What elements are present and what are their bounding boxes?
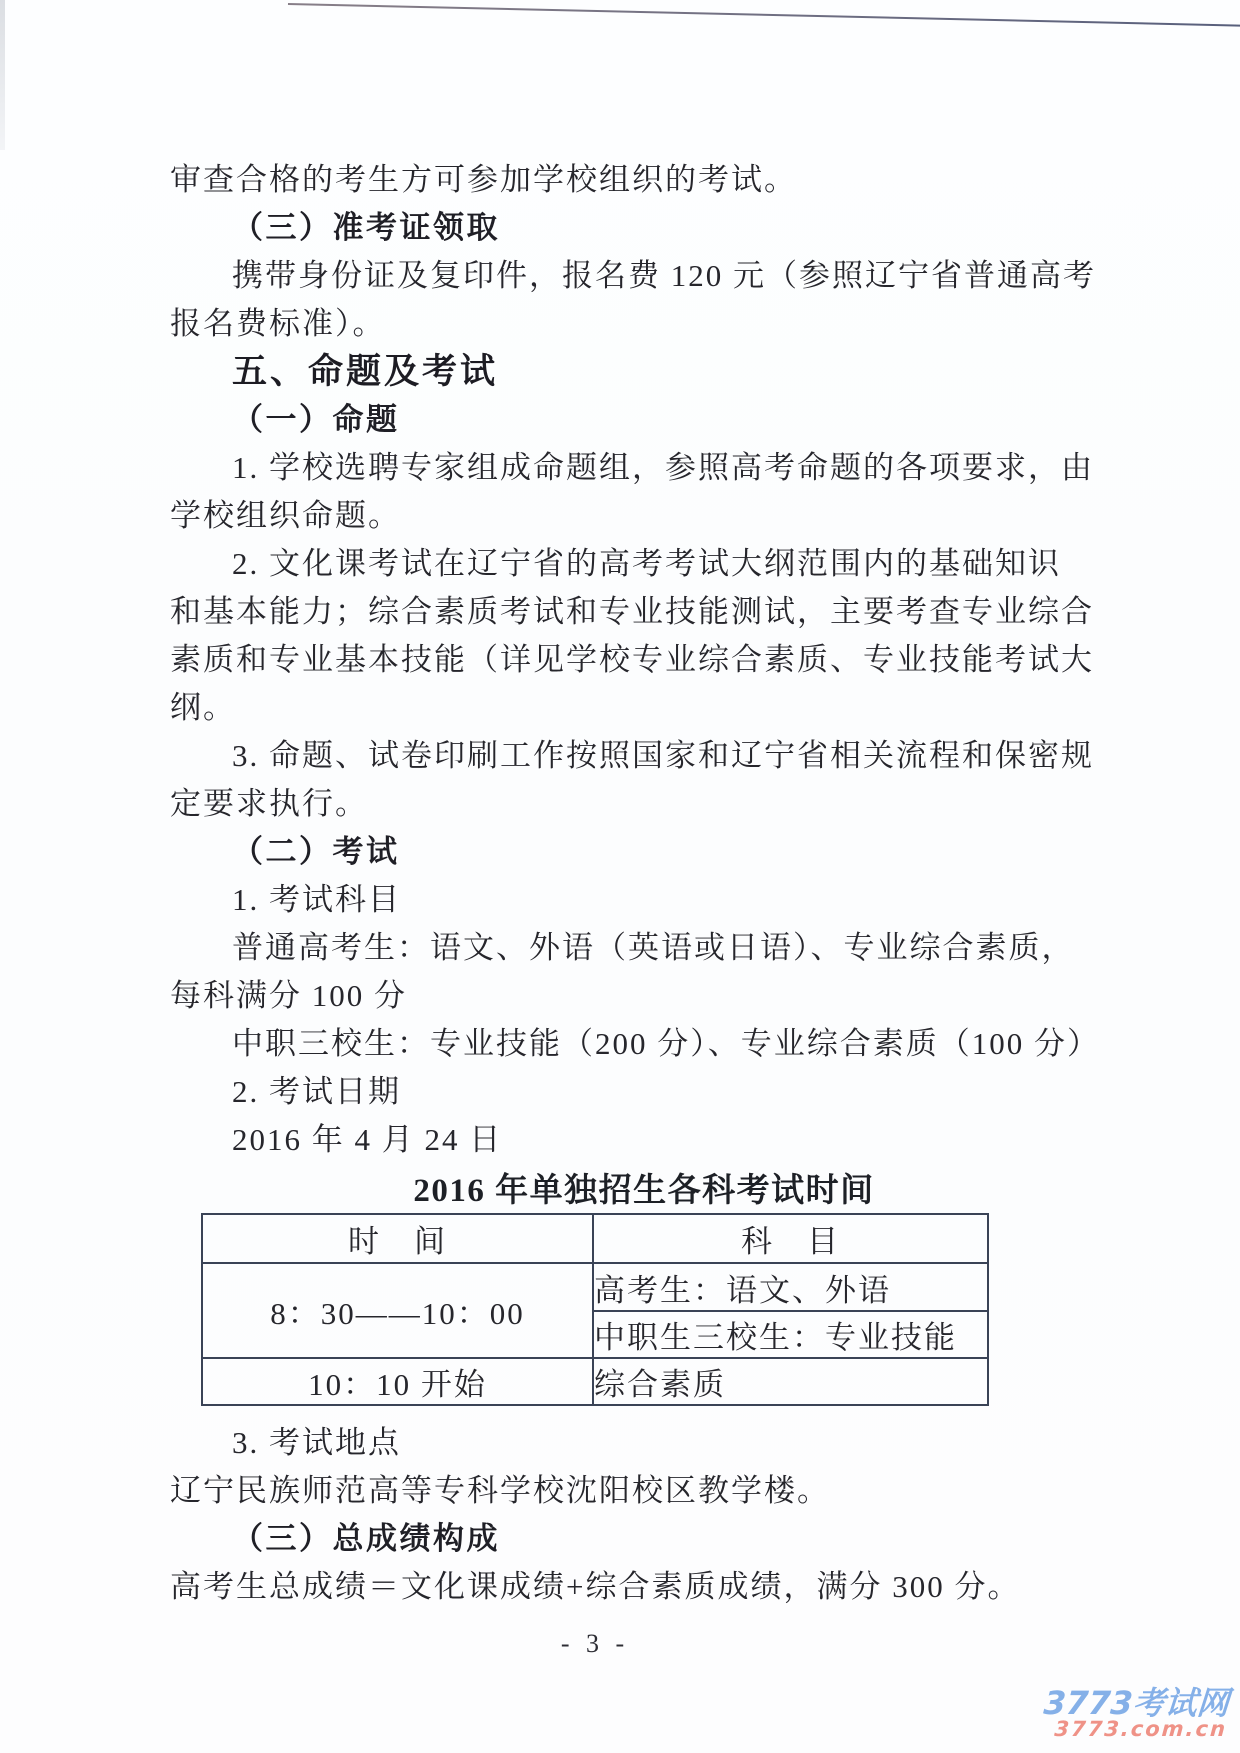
cell-subject-gaokao: 高考生：语文、外语 (593, 1263, 988, 1311)
scan-edge-smudge (0, 0, 5, 150)
text-line: 和基本能力；综合素质考试和专业技能测试，主要考查专业综合 (170, 594, 1094, 629)
watermark-site-url: 3773.com.cn (1053, 1717, 1228, 1741)
document-body (170, 156, 1118, 1218)
text-line: 1. 考试科目 (232, 882, 401, 917)
text-line: 携带身份证及复印件，报名费 120 元（参照辽宁省普通高考 (232, 258, 1096, 293)
text-line: 辽宁民族师范高等专科学校沈阳校区教学楼。 (170, 1473, 830, 1508)
table-row (202, 1358, 988, 1405)
text-line: 审查合格的考生方可参加学校组织的考试。 (170, 162, 797, 197)
cell-time-slot-1: 8：30——10：00 (202, 1263, 593, 1358)
text-line: 2. 考试日期 (232, 1074, 401, 1109)
text-line: 定要求执行。 (170, 786, 368, 821)
text-line: 学校组织命题。 (170, 498, 401, 533)
text-line: 纲。 (170, 690, 236, 725)
cell-subject-zhongzhi: 中职生三校生：专业技能 (593, 1311, 988, 1358)
text-line: 素质和专业基本技能（详见学校专业综合素质、专业技能考试大 (170, 642, 1094, 677)
cell-time-slot-2: 10：10 开始 (202, 1358, 593, 1405)
exam-schedule-table-title: 2016 年单独招生各科考试时间 (413, 1173, 875, 1209)
text-line: 2016 年 4 月 24 日 (232, 1122, 503, 1157)
text-line: 普通高考生：语文、外语（英语或日语）、专业综合素质， (232, 930, 1075, 965)
heading-examination: （二）考试 (232, 834, 400, 870)
header-cell-subject: 科 目 (593, 1214, 988, 1263)
heading-total-score: （三）总成绩构成 (232, 1521, 500, 1557)
heading-section-5: 五、命题及考试 (232, 352, 499, 392)
text-line: 高考生总成绩＝文化课成绩+综合素质成绩，满分 300 分。 (170, 1569, 1021, 1604)
header-cell-time: 时 间 (202, 1214, 593, 1263)
heading-proposition: （一）命题 (232, 402, 400, 438)
text-line: 2. 文化课考试在辽宁省的高考考试大纲范围内的基础知识 (232, 546, 1061, 581)
scan-artifact-line (288, 3, 1240, 27)
text-line: 1. 学校选聘专家组成命题组，参照高考命题的各项要求，由 (232, 450, 1094, 485)
text-line: 每科满分 100 分 (170, 978, 407, 1013)
watermark-site-name: 3773考试网 (1042, 1684, 1231, 1722)
page-number: - 3 - (560, 1629, 630, 1658)
text-line: 3. 命题、试卷印刷工作按照国家和辽宁省相关流程和保密规 (232, 738, 1094, 773)
text-line: 中职三校生：专业技能（200 分）、专业综合素质（100 分） (232, 1026, 1100, 1061)
cell-subject-zonghe: 综合素质 (593, 1358, 988, 1405)
document-body-after-table (170, 1419, 1118, 1611)
table-header-row (202, 1214, 988, 1263)
heading-permit-pickup: （三）准考证领取 (232, 210, 500, 246)
watermark (1041, 1684, 1231, 1741)
table-row (202, 1263, 988, 1311)
text-line: 报名费标准）。 (170, 306, 386, 341)
exam-schedule-table (201, 1213, 989, 1406)
text-line: 3. 考试地点 (232, 1425, 401, 1460)
